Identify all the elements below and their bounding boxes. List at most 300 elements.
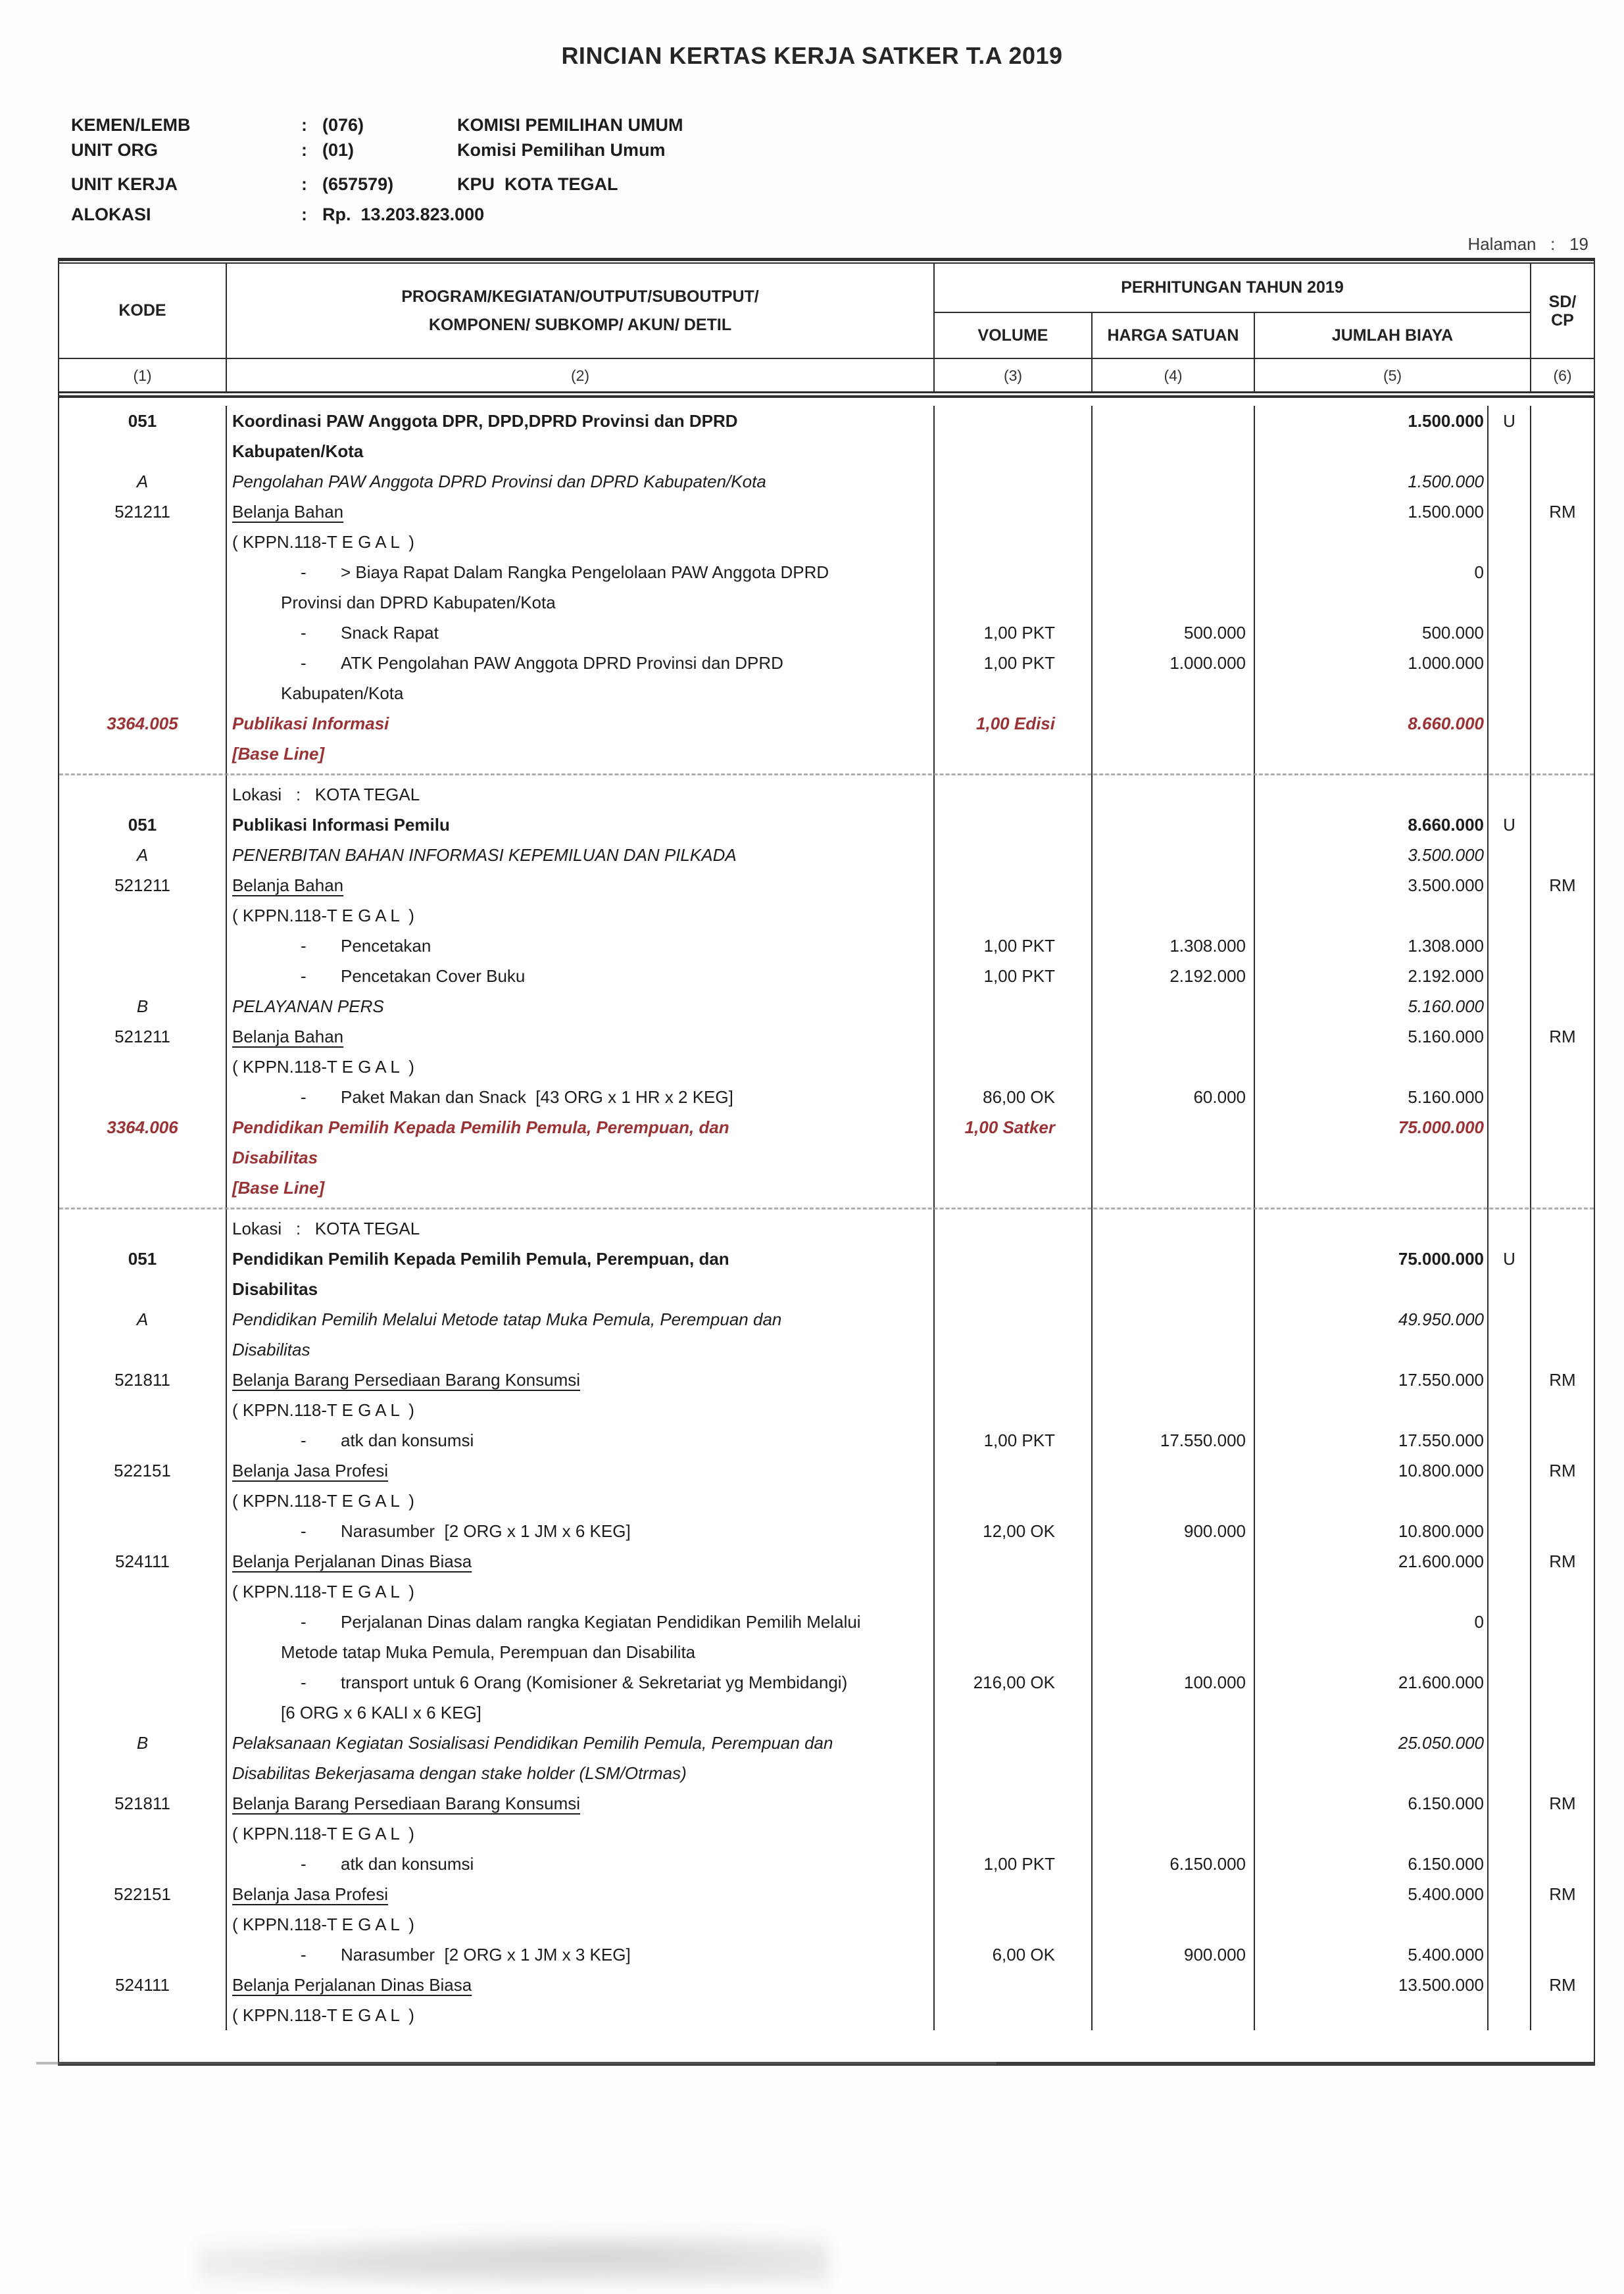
cell-volume — [935, 769, 1093, 779]
cell-harga-satuan — [1093, 1486, 1255, 1516]
cell-marker — [1489, 810, 1531, 840]
meta-row-kemen-lemb — [71, 113, 683, 137]
cell-harga-satuan — [1093, 1516, 1255, 1546]
cell-description — [227, 1788, 935, 1818]
cell-harga-satuan — [1093, 1909, 1255, 1940]
cell-harga-satuan — [1093, 497, 1255, 527]
cell-sdcp — [1531, 931, 1594, 961]
cell-sdcp — [1531, 1052, 1594, 1082]
cell-jumlah-biaya — [1255, 840, 1489, 870]
cell-harga-satuan — [1093, 870, 1255, 900]
table-row — [59, 1667, 1594, 1728]
jumlah-biaya-value: 0 — [1474, 1612, 1484, 1632]
harga-satuan-value: 1.000.000 — [1169, 653, 1246, 673]
cell-description — [227, 527, 935, 557]
sdcp-value: RM — [1549, 1551, 1576, 1571]
cell-description — [227, 1940, 935, 1970]
kode-value: A — [136, 845, 149, 865]
cell-marker — [1489, 1082, 1531, 1112]
cell-volume — [935, 1546, 1093, 1576]
cell-sdcp — [1531, 466, 1594, 497]
column-header-perhitungan: PERHITUNGAN TAHUN 2019 — [935, 264, 1531, 313]
harga-satuan-value: 500.000 — [1184, 623, 1246, 643]
description-line: - Narasumber [2 ORG x 1 JM x 3 KEG] — [232, 1940, 933, 1970]
cell-kode — [59, 1112, 227, 1203]
cell-kode — [59, 1576, 227, 1607]
cell-description — [227, 557, 935, 618]
cell-volume — [935, 961, 1093, 991]
table-row — [59, 497, 1594, 527]
cell-volume — [935, 991, 1093, 1021]
harga-satuan-value: 900.000 — [1184, 1945, 1246, 1965]
cell-kode — [59, 1879, 227, 1909]
meta-code: (01) — [322, 139, 355, 160]
cell-harga-satuan — [1093, 1728, 1255, 1788]
cell-marker — [1489, 961, 1531, 991]
cell-marker — [1489, 1576, 1531, 1607]
cell-jumlah-biaya — [1255, 900, 1489, 931]
cell-description — [227, 1112, 935, 1203]
cell-volume — [935, 1576, 1093, 1607]
cell-kode — [59, 527, 227, 557]
cell-volume — [935, 406, 1093, 466]
cell-sdcp — [1531, 1082, 1594, 1112]
description-line: Belanja Jasa Profesi — [232, 1461, 389, 1480]
cell-marker — [1489, 1244, 1531, 1304]
cell-volume — [935, 708, 1093, 769]
cell-sdcp — [1531, 1112, 1594, 1203]
cell-marker — [1489, 991, 1531, 1021]
cell-jumlah-biaya — [1255, 406, 1489, 466]
jumlah-biaya-value: 10.800.000 — [1398, 1461, 1484, 1480]
cell-sdcp — [1531, 1455, 1594, 1486]
cell-kode — [59, 840, 227, 870]
jumlah-biaya-value: 6.150.000 — [1408, 1794, 1484, 1813]
cell-description — [227, 1879, 935, 1909]
cell-jumlah-biaya — [1255, 1879, 1489, 1909]
description-line: Disabilitas — [232, 1279, 318, 1299]
description-line: PENERBITAN BAHAN INFORMASI KEPEMILUAN DAN PILKADA — [232, 845, 737, 865]
cell-sdcp — [1531, 810, 1594, 840]
cell-kode — [59, 1203, 227, 1213]
jumlah-biaya-value: 1.000.000 — [1408, 653, 1484, 673]
description-line: [Base Line] — [232, 744, 325, 764]
cell-kode — [59, 810, 227, 840]
cell-description — [227, 618, 935, 648]
cell-kode — [59, 870, 227, 900]
cell-volume — [935, 900, 1093, 931]
cell-sdcp — [1531, 1607, 1594, 1667]
cell-description — [227, 1365, 935, 1395]
cell-jumlah-biaya — [1255, 779, 1489, 810]
kode-value: 522151 — [114, 1884, 171, 1904]
table-row — [59, 466, 1594, 497]
jumlah-biaya-value: 1.500.000 — [1408, 502, 1484, 522]
cell-sdcp — [1531, 1667, 1594, 1728]
scan-artifact-line — [36, 2062, 997, 2064]
cell-jumlah-biaya — [1255, 1516, 1489, 1546]
cell-jumlah-biaya — [1255, 1082, 1489, 1112]
cell-sdcp — [1531, 1849, 1594, 1879]
description-line: Disabilitas Bekerjasama dengan stake holder (LSM/Otrmas) — [232, 1763, 687, 1783]
cell-marker — [1489, 1203, 1531, 1213]
cell-marker — [1489, 1112, 1531, 1203]
cell-kode — [59, 648, 227, 708]
cell-volume — [935, 931, 1093, 961]
cell-kode — [59, 1546, 227, 1576]
cell-harga-satuan — [1093, 840, 1255, 870]
cell-volume — [935, 648, 1093, 708]
cell-kode — [59, 1455, 227, 1486]
cell-sdcp — [1531, 1940, 1594, 1970]
table-row — [59, 406, 1594, 466]
cell-jumlah-biaya — [1255, 648, 1489, 708]
table-row — [59, 1909, 1594, 1940]
cell-marker — [1489, 648, 1531, 708]
volume-value: 1,00 PKT — [983, 966, 1055, 986]
cell-volume — [935, 1849, 1093, 1879]
meta-code: Rp. 13.203.823.000 — [322, 204, 485, 224]
kode-value: 051 — [128, 1249, 157, 1269]
description-line: Provinsi dan DPRD Kabupaten/Kota — [281, 593, 556, 612]
cell-kode — [59, 1788, 227, 1818]
cell-harga-satuan — [1093, 931, 1255, 961]
cell-marker — [1489, 1546, 1531, 1576]
cell-harga-satuan — [1093, 1213, 1255, 1244]
description-line: - Pencetakan — [232, 931, 933, 961]
harga-satuan-value: 17.550.000 — [1160, 1430, 1246, 1450]
jumlah-biaya-value: 3.500.000 — [1408, 845, 1484, 865]
cell-description — [227, 1052, 935, 1082]
description-line: - atk dan konsumsi — [232, 1425, 933, 1455]
cell-jumlah-biaya — [1255, 961, 1489, 991]
cell-jumlah-biaya — [1255, 810, 1489, 840]
table-row — [59, 1849, 1594, 1879]
cell-sdcp — [1531, 1909, 1594, 1940]
cell-marker — [1489, 1940, 1531, 1970]
table-row — [59, 1213, 1594, 1244]
col-num-3: (3) — [935, 359, 1093, 393]
cell-jumlah-biaya — [1255, 1728, 1489, 1788]
description-line: ( KPPN.118-T E G A L ) — [232, 1400, 414, 1420]
cell-volume — [935, 840, 1093, 870]
description-line: Belanja Bahan — [232, 502, 344, 522]
volume-value: 1,00 PKT — [983, 1854, 1055, 1874]
table-row — [59, 557, 1594, 618]
cell-sdcp — [1531, 991, 1594, 1021]
description-line: Belanja Barang Persediaan Barang Konsumsi — [232, 1794, 581, 1813]
cell-sdcp — [1531, 708, 1594, 769]
meta-code: (657579) — [322, 174, 394, 194]
table-row — [59, 1546, 1594, 1576]
description-line: Lokasi : KOTA TEGAL — [232, 1219, 420, 1238]
harga-satuan-value: 6.150.000 — [1169, 1854, 1246, 1874]
table-row — [59, 1425, 1594, 1455]
jumlah-biaya-value: 25.050.000 — [1398, 1733, 1484, 1753]
description-line: - transport untuk 6 Orang (Komisioner & Sekretariat yg Membidangi) — [232, 1667, 933, 1697]
cell-marker — [1489, 870, 1531, 900]
cell-description — [227, 931, 935, 961]
cell-volume — [935, 527, 1093, 557]
cell-volume — [935, 1365, 1093, 1395]
cell-description — [227, 497, 935, 527]
cell-harga-satuan — [1093, 779, 1255, 810]
cell-jumlah-biaya — [1255, 1244, 1489, 1304]
cell-description — [227, 1546, 935, 1576]
cell-volume — [935, 1516, 1093, 1546]
scan-smudge — [197, 2230, 829, 2286]
description-line: Publikasi Informasi — [232, 714, 389, 733]
cell-marker — [1489, 1970, 1531, 2000]
table-body — [59, 398, 1594, 2062]
cell-volume — [935, 1728, 1093, 1788]
table-row — [59, 1607, 1594, 1667]
jumlah-biaya-value: 17.550.000 — [1398, 1430, 1484, 1450]
cell-kode — [59, 1213, 227, 1244]
cell-volume — [935, 1203, 1093, 1213]
cell-kode — [59, 769, 227, 779]
cell-sdcp — [1531, 870, 1594, 900]
cell-sdcp — [1531, 1213, 1594, 1244]
description-line: - > Biaya Rapat Dalam Rangka Pengelolaan PAW Anggota DPRD — [232, 557, 933, 587]
cell-description — [227, 1970, 935, 2000]
cell-harga-satuan — [1093, 708, 1255, 769]
description-line: Lokasi : KOTA TEGAL — [232, 785, 420, 804]
cell-description — [227, 900, 935, 931]
cell-marker — [1489, 1052, 1531, 1082]
jumlah-biaya-value: 1.308.000 — [1408, 936, 1484, 956]
table-row — [59, 1244, 1594, 1304]
cell-jumlah-biaya — [1255, 1052, 1489, 1082]
cell-sdcp — [1531, 1728, 1594, 1788]
cell-harga-satuan — [1093, 1849, 1255, 1879]
cell-jumlah-biaya — [1255, 1425, 1489, 1455]
table-row — [59, 1052, 1594, 1082]
jumlah-biaya-value: 1.500.000 — [1408, 411, 1484, 431]
cell-sdcp — [1531, 1425, 1594, 1455]
cell-kode — [59, 1021, 227, 1052]
cell-marker — [1489, 1425, 1531, 1455]
cell-jumlah-biaya — [1255, 1455, 1489, 1486]
cell-kode — [59, 1516, 227, 1546]
harga-satuan-value: 900.000 — [1184, 1521, 1246, 1541]
description-line: Pendidikan Pemilih Melalui Metode tatap Muka Pemula, Perempuan dan — [232, 1309, 782, 1329]
cell-sdcp — [1531, 769, 1594, 779]
description-line: Pelaksanaan Kegiatan Sosialisasi Pendidikan Pemilih Pemula, Perempuan dan — [232, 1733, 833, 1753]
volume-value: 1,00 PKT — [983, 653, 1055, 673]
cell-volume — [935, 1879, 1093, 1909]
cell-volume — [935, 1244, 1093, 1304]
page-number: Halaman : 19 — [1467, 234, 1588, 254]
cell-description — [227, 1395, 935, 1425]
cell-marker — [1489, 1486, 1531, 1516]
cell-marker — [1489, 779, 1531, 810]
cell-harga-satuan — [1093, 557, 1255, 618]
cell-sdcp — [1531, 1395, 1594, 1425]
cell-sdcp — [1531, 618, 1594, 648]
cell-jumlah-biaya — [1255, 1546, 1489, 1576]
table-header — [59, 264, 1594, 391]
table-row — [59, 1970, 1594, 2000]
cell-marker — [1489, 466, 1531, 497]
kode-value: 521211 — [114, 502, 170, 522]
table-row — [59, 1021, 1594, 1052]
cell-description — [227, 1516, 935, 1546]
cell-volume — [935, 1667, 1093, 1728]
cell-kode — [59, 1082, 227, 1112]
cell-kode — [59, 406, 227, 466]
description-line: - Perjalanan Dinas dalam rangka Kegiatan Pendidikan Pemilih Melalui — [232, 1607, 933, 1637]
cell-marker — [1489, 1365, 1531, 1395]
cell-kode — [59, 1940, 227, 1970]
cell-jumlah-biaya — [1255, 1304, 1489, 1365]
cell-description — [227, 1667, 935, 1728]
description-line: ( KPPN.118-T E G A L ) — [232, 906, 414, 925]
page-title: RINCIAN KERTAS KERJA SATKER T.A 2019 — [561, 42, 1063, 69]
cell-jumlah-biaya — [1255, 931, 1489, 961]
table-row — [59, 900, 1594, 931]
table-row — [59, 2000, 1594, 2030]
description-line: Kabupaten/Kota — [281, 683, 404, 703]
program-header-line2: KOMPONEN/ SUBKOMP/ AKUN/ DETIL — [428, 315, 732, 334]
column-header-jumlah-biaya: JUMLAH BIAYA — [1255, 313, 1531, 358]
harga-satuan-value: 2.192.000 — [1169, 966, 1246, 986]
cell-description — [227, 1304, 935, 1365]
cell-volume — [935, 1112, 1093, 1203]
cell-jumlah-biaya — [1255, 466, 1489, 497]
jumlah-biaya-value: 6.150.000 — [1408, 1854, 1484, 1874]
cell-volume — [935, 1818, 1093, 1849]
cell-description — [227, 1244, 935, 1304]
jumlah-biaya-value: 13.500.000 — [1398, 1975, 1484, 1995]
description-line: ( KPPN.118-T E G A L ) — [232, 1582, 414, 1601]
harga-satuan-value: 1.308.000 — [1169, 936, 1246, 956]
table-row — [59, 1082, 1594, 1112]
cell-jumlah-biaya — [1255, 769, 1489, 779]
meta-colon: : — [301, 114, 307, 135]
cell-description — [227, 466, 935, 497]
description-line: Belanja Barang Persediaan Barang Konsumsi — [232, 1370, 581, 1390]
cell-harga-satuan — [1093, 406, 1255, 466]
cell-harga-satuan — [1093, 1052, 1255, 1082]
volume-value: 6,00 OK — [992, 1945, 1055, 1965]
sdcp-value: RM — [1549, 875, 1576, 895]
meta-label: ALOKASI — [71, 204, 151, 224]
cell-kode — [59, 1395, 227, 1425]
table-row — [59, 931, 1594, 961]
description-line: [Base Line] — [232, 1178, 325, 1198]
cell-sdcp — [1531, 648, 1594, 708]
table-row — [59, 991, 1594, 1021]
cell-sdcp — [1531, 779, 1594, 810]
cell-marker — [1489, 1395, 1531, 1425]
cell-harga-satuan — [1093, 1203, 1255, 1213]
table-top-border — [59, 258, 1594, 264]
cell-jumlah-biaya — [1255, 1849, 1489, 1879]
col-num-6: (6) — [1553, 367, 1572, 384]
meta-value: KOMISI PEMILIHAN UMUM — [457, 114, 683, 135]
volume-value: 1,00 Edisi — [976, 714, 1055, 733]
jumlah-biaya-value: 5.160.000 — [1408, 996, 1484, 1016]
kode-value: 3364.006 — [107, 1117, 178, 1137]
cell-volume — [935, 1052, 1093, 1082]
cell-harga-satuan — [1093, 1576, 1255, 1607]
cell-marker — [1489, 1667, 1531, 1728]
sdcp-value: RM — [1549, 502, 1576, 522]
column-header-harga-satuan: HARGA SATUAN — [1093, 313, 1255, 358]
sdcp-value: RM — [1549, 1370, 1576, 1390]
cell-kode — [59, 1365, 227, 1395]
cell-marker — [1489, 1728, 1531, 1788]
cell-sdcp — [1531, 1818, 1594, 1849]
cell-jumlah-biaya — [1255, 618, 1489, 648]
cell-volume — [935, 497, 1093, 527]
cell-harga-satuan — [1093, 1546, 1255, 1576]
cell-volume — [935, 810, 1093, 840]
cell-jumlah-biaya — [1255, 1112, 1489, 1203]
meta-label: UNIT KERJA — [71, 174, 178, 194]
cell-sdcp — [1531, 1365, 1594, 1395]
cell-volume — [935, 1213, 1093, 1244]
cell-kode — [59, 1304, 227, 1365]
cell-sdcp — [1531, 1576, 1594, 1607]
cell-kode — [59, 931, 227, 961]
row-separator — [59, 1203, 1594, 1213]
description-line: ( KPPN.118-T E G A L ) — [232, 1824, 414, 1843]
cell-harga-satuan — [1093, 1395, 1255, 1425]
meta-colon: : — [301, 174, 307, 194]
cell-jumlah-biaya — [1255, 1395, 1489, 1425]
cell-volume — [935, 779, 1093, 810]
meta-value: Komisi Pemilihan Umum — [457, 139, 666, 160]
table-row — [59, 840, 1594, 870]
cell-kode — [59, 1909, 227, 1940]
cell-volume — [935, 1455, 1093, 1486]
cell-harga-satuan — [1093, 618, 1255, 648]
cell-marker — [1489, 527, 1531, 557]
meta-label: KEMEN/LEMB — [71, 114, 191, 135]
volume-value: 1,00 PKT — [983, 936, 1055, 956]
table-row — [59, 1455, 1594, 1486]
description-line: Pengolahan PAW Anggota DPRD Provinsi dan DPRD Kabupaten/Kota — [232, 472, 766, 491]
cell-harga-satuan — [1093, 466, 1255, 497]
kode-value: B — [136, 996, 149, 1016]
cell-sdcp — [1531, 527, 1594, 557]
description-line: Koordinasi PAW Anggota DPR, DPD,DPRD Provinsi dan DPRD — [232, 411, 738, 431]
description-line: - Paket Makan dan Snack [43 ORG x 1 HR x 2 KEG] — [232, 1082, 933, 1112]
cell-description — [227, 769, 935, 779]
cell-marker — [1489, 931, 1531, 961]
kode-value: A — [136, 1309, 149, 1329]
cell-description — [227, 779, 935, 810]
cell-kode — [59, 618, 227, 648]
cell-harga-satuan — [1093, 769, 1255, 779]
cell-harga-satuan — [1093, 1082, 1255, 1112]
table-row — [59, 1728, 1594, 1788]
kode-value: B — [136, 1733, 149, 1753]
sdcp-value: RM — [1549, 1461, 1576, 1480]
cell-kode — [59, 1818, 227, 1849]
cell-volume — [935, 2000, 1093, 2030]
sdcp-value: RM — [1549, 1027, 1576, 1046]
cell-jumlah-biaya — [1255, 1576, 1489, 1607]
description-line: Belanja Bahan — [232, 1027, 344, 1046]
cell-description — [227, 406, 935, 466]
cell-marker — [1489, 840, 1531, 870]
jumlah-biaya-value: 49.950.000 — [1398, 1309, 1484, 1329]
cell-volume — [935, 1304, 1093, 1365]
cell-marker — [1489, 769, 1531, 779]
